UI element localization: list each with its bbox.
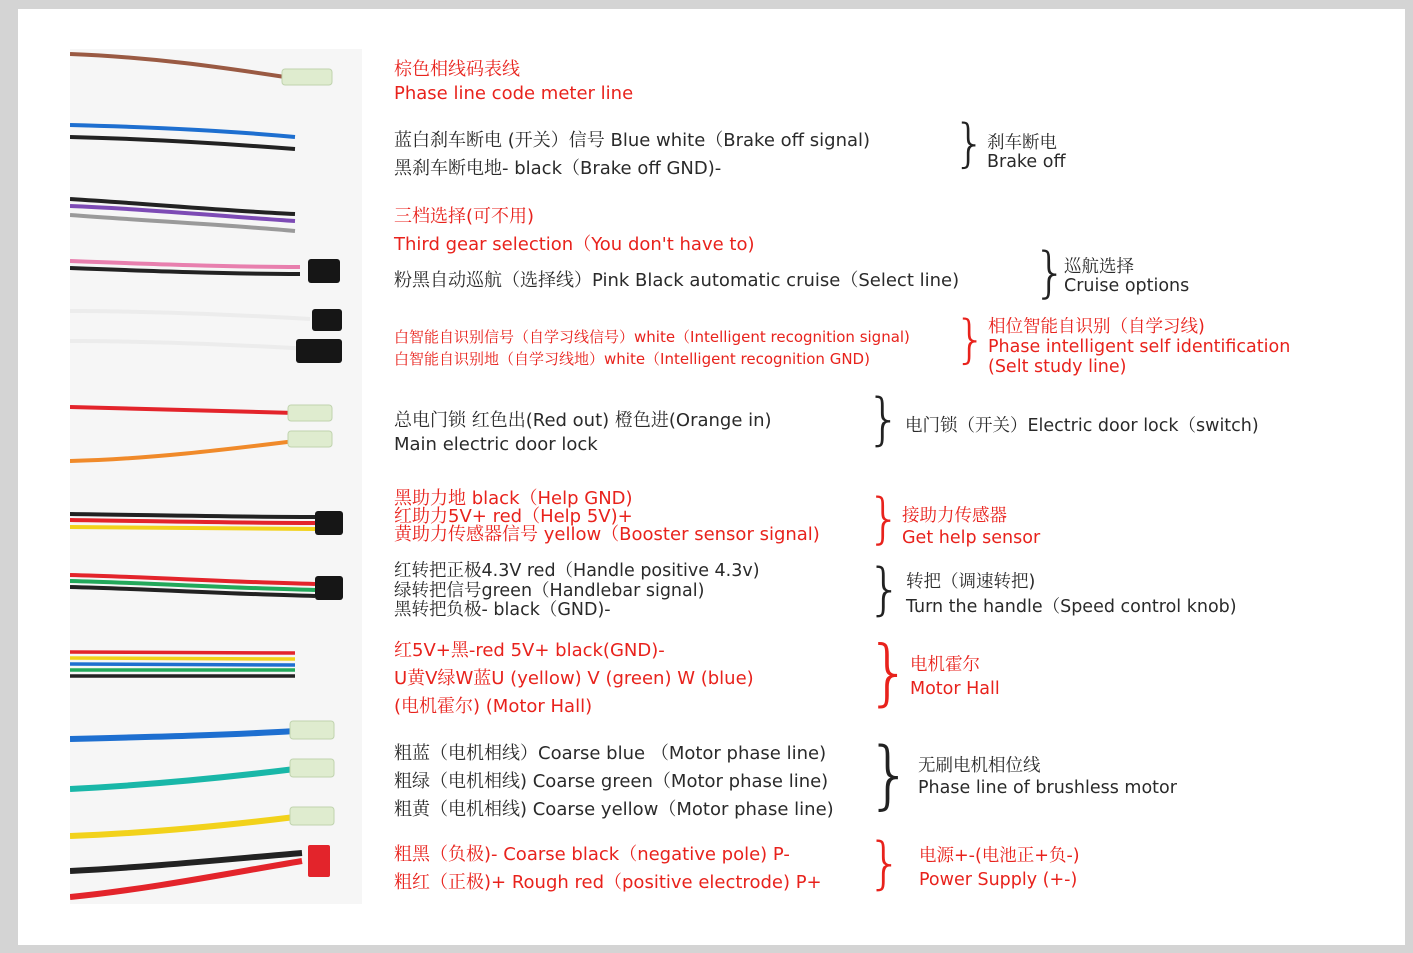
phase-line-line-3: 粗黄（电机相线) Coarse yellow（Motor phase line) <box>394 799 834 820</box>
help-sensor-line-1: 黑助力地 black（Help GND) <box>394 488 633 509</box>
handle-side-cn: 转把（调速转把) <box>906 572 1036 592</box>
motor-hall-line-2: U黄V绿W蓝U (yellow) V (green) W (blue) <box>394 668 754 689</box>
self-learn-side-2: Phase intelligent self identification <box>988 337 1291 357</box>
self-learn-line-1: 白智能自识别信号（自学习线信号）white（Intelligent recognition signal) <box>394 328 910 346</box>
wire-red-help <box>70 520 315 523</box>
handle-line-3: 黑转把负极- black（GND)- <box>394 600 611 620</box>
self-learn-side-3: (Selt study line) <box>988 357 1127 377</box>
motor-hall-line-3: (电机霍尔) (Motor Hall) <box>394 696 593 717</box>
wire-blue-hall <box>70 664 295 665</box>
brace-phase-line: } <box>866 732 914 818</box>
brake-side-en: Brake off <box>987 152 1066 172</box>
help-sensor-line-2: 红助力5V+ red（Help 5V)+ <box>394 506 633 527</box>
connector-door-lock-1 <box>288 405 332 421</box>
wire-red-lock <box>70 407 295 413</box>
wire-blue-phase <box>70 731 295 739</box>
wire-white-2 <box>70 341 310 349</box>
connector-teal-phase <box>290 759 334 777</box>
wire-blue-white <box>70 125 295 137</box>
brace-motor-hall: } <box>866 630 912 714</box>
help-sensor-side-cn: 接助力传感器 <box>902 506 1007 526</box>
connector-brown <box>282 69 332 85</box>
connector-self-learn-2 <box>296 339 342 363</box>
phase-code-cn: 棕色相线码表线 <box>394 59 520 80</box>
cruise-line-1: 粉黑自动巡航（选择线）Pink Black automatic cruise（Select line) <box>394 270 960 291</box>
wire-harness-drawing <box>70 49 362 904</box>
brace-self-learn: } <box>954 310 988 370</box>
brace-handle: } <box>867 557 903 622</box>
wire-yellow-phase <box>70 817 295 836</box>
wire-black-help <box>70 514 315 517</box>
handle-side-en: Turn the handle（Speed control knob) <box>906 597 1237 617</box>
door-lock-side: 电门锁（开关）Electric door lock（switch) <box>905 416 1259 436</box>
connector-door-lock-2 <box>288 431 332 447</box>
wire-pink <box>70 261 300 267</box>
phase-line-side-cn: 无刷电机相位线 <box>918 756 1041 776</box>
wire-yellow-help <box>70 527 315 529</box>
brace-brake: } <box>953 114 987 174</box>
power-side-en: Power Supply (+-) <box>919 870 1078 890</box>
wire-orange-lock <box>70 441 295 461</box>
brace-door-lock: } <box>866 387 902 452</box>
connector-blue-phase <box>290 721 334 739</box>
brace-cruise: } <box>1033 241 1068 304</box>
wire-white-1 <box>70 311 310 319</box>
phase-line-side-en: Phase line of brushless motor <box>918 778 1177 798</box>
brake-side-cn: 刹车断电 <box>987 133 1057 153</box>
wire-yellow-hall <box>70 658 295 659</box>
door-lock-line-2: Main electric door lock <box>394 434 598 455</box>
connector-yellow-phase <box>290 807 334 825</box>
cruise-side-en: Cruise options <box>1064 276 1190 296</box>
door-lock-line-1: 总电门锁 红色出(Red out) 橙色进(Orange in) <box>394 410 772 431</box>
handle-line-2: 绿转把信号green（Handlebar signal) <box>394 581 705 601</box>
third-gear-cn: 三档选择(可不用) <box>394 206 535 227</box>
connector-self-learn-1 <box>312 309 342 331</box>
motor-hall-line-1: 红5V+黑-red 5V+ black(GND)- <box>394 640 665 661</box>
power-line-1: 粗黑（负极)- Coarse black（negative pole) P- <box>394 844 790 865</box>
connector-cruise <box>308 259 340 283</box>
connector-help <box>315 511 343 535</box>
third-gear-en: Third gear selection（You don't have to) <box>394 234 755 255</box>
brake-line-2: 黑刹车断电地- black（Brake off GND)- <box>394 158 722 179</box>
brace-power: } <box>867 831 903 896</box>
handle-line-1: 红转把正极4.3V red（Handle positive 4.3v) <box>394 561 760 581</box>
motor-hall-side-en: Motor Hall <box>910 679 1000 699</box>
cruise-side-cn: 巡航选择 <box>1064 257 1134 277</box>
connector-power <box>308 845 330 877</box>
wire-black-cruise <box>70 268 300 274</box>
phase-line-line-1: 粗蓝（电机相线）Coarse blue （Motor phase line) <box>394 743 827 764</box>
connector-handle <box>315 576 343 600</box>
brake-line-1: 蓝白刹车断电 (开关）信号 Blue white（Brake off signal) <box>394 130 871 151</box>
motor-hall-side-cn: 电机霍尔 <box>910 655 980 675</box>
self-learn-line-2: 白智能自识别地（自学习线地）white（Intelligent recognition GND) <box>394 350 870 368</box>
power-line-2: 粗红（正极)+ Rough red（positive electrode) P+ <box>394 872 822 893</box>
phase-line-line-2: 粗绿（电机相线) Coarse green（Motor phase line) <box>394 771 829 792</box>
self-learn-side-1: 相位智能自识别（自学习线) <box>988 317 1205 337</box>
phase-code-en: Phase line code meter line <box>394 83 634 104</box>
brace-help-sensor: } <box>867 487 902 550</box>
wire-harness-photo <box>70 49 362 904</box>
wire-brown <box>70 54 285 77</box>
help-sensor-side-en: Get help sensor <box>902 528 1041 548</box>
wire-black-brake <box>70 137 295 149</box>
help-sensor-line-3: 黄助力传感器信号 yellow（Booster sensor signal) <box>394 524 820 545</box>
wire-teal-phase <box>70 769 295 789</box>
power-side-cn: 电源+-(电池正+负-) <box>919 846 1080 866</box>
wire-red-hall <box>70 652 295 653</box>
